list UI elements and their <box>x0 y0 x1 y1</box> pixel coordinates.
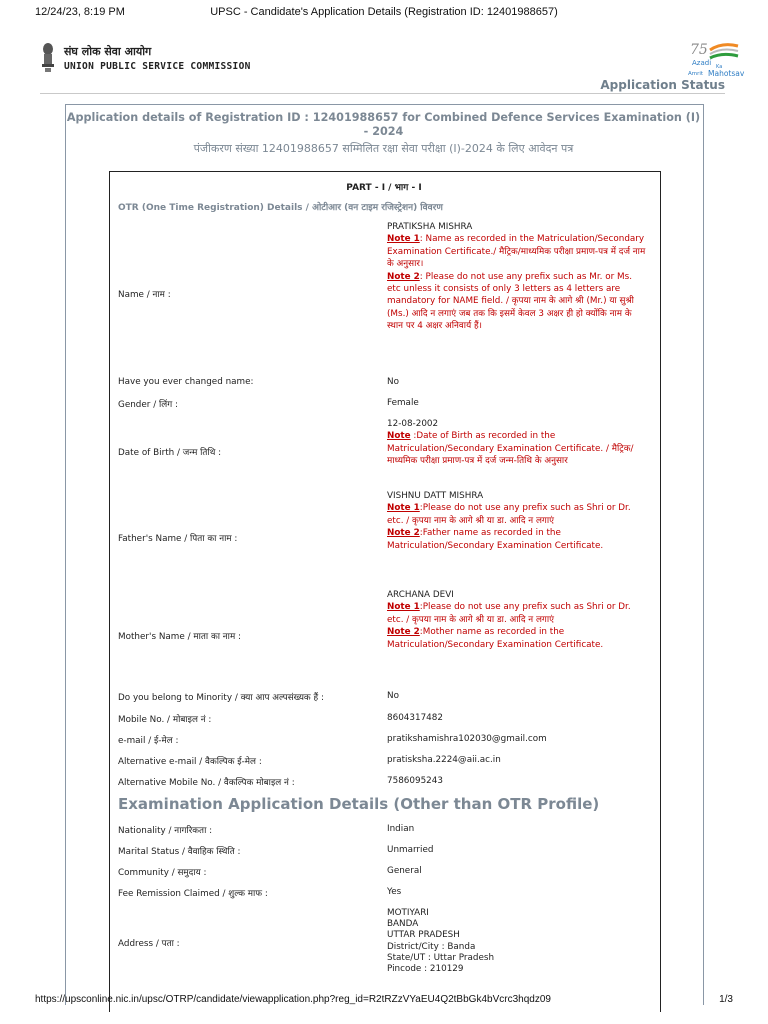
application-heading-english: Application details of Registration ID : 12401988657 for Combined Defence Services Examination (I) - 2024 <box>66 111 701 138</box>
address-line: State/UT : Uttar Pradesh <box>387 952 495 963</box>
address-value <box>387 908 647 975</box>
gender-label: Gender / लिंग : <box>118 400 178 410</box>
father-note2-tag: Note 2 <box>387 528 420 539</box>
father-note2-text: :Father name as recorded in the Matriculation/Secondary Examination Certificate. <box>387 528 604 551</box>
mother-value: ARCHANA DEVI <box>387 590 454 600</box>
application-status-link[interactable]: Application Status <box>600 78 725 92</box>
mother-label: Mother's Name / माता का नाम : <box>118 632 241 642</box>
address-line: BANDA <box>387 919 419 930</box>
nationality-label: Nationality / नागरिकता : <box>118 826 213 836</box>
marital-label: Marital Status / वैवाहिक स्थिति : <box>118 847 241 857</box>
print-footer <box>35 994 733 1008</box>
otr-section-heading: OTR (One Time Registration) Details / ओटीआर (वन टाइम रजिस्ट्रेशन) विवरण <box>118 203 443 213</box>
name-value: PRATIKSHA MISHRA <box>387 222 473 232</box>
changed-name-label: Have you ever changed name: <box>118 377 254 387</box>
alt-email-value: pratisksha.2224@aii.ac.in <box>387 755 501 765</box>
alt-mobile-label: Alternative Mobile No. / वैकल्पिक मोबाइल नं : <box>118 778 295 788</box>
address-line: UTTAR PRADESH <box>387 930 460 941</box>
azadi-ka-amrit-mahotsav-logo <box>682 40 746 78</box>
mother-note1-tag: Note 1 <box>387 602 420 613</box>
print-datetime: 12/24/23, 8:19 PM <box>35 6 125 18</box>
minority-label: Do you belong to Minority / क्या आप अल्पसंख्यक हैं : <box>118 693 324 703</box>
father-label: Father's Name / पिता का नाम : <box>118 534 238 544</box>
print-header <box>35 6 733 20</box>
changed-name-value: No <box>387 377 399 387</box>
nationality-value: Indian <box>387 824 415 834</box>
fee-value: Yes <box>387 887 402 897</box>
gender-value: Female <box>387 398 419 408</box>
state-emblem-icon <box>40 42 56 74</box>
alt-email-label: Alternative e-mail / वैकल्पिक ई-मेल : <box>118 757 262 767</box>
upsc-name-english: UNION PUBLIC SERVICE COMMISSION <box>64 61 251 72</box>
father-value-block <box>387 490 647 552</box>
father-note1-tag: Note 1 <box>387 503 420 514</box>
svg-text:Azadi: Azadi <box>692 59 712 67</box>
name-label: Name / नाम : <box>118 290 171 300</box>
alt-mobile-value: 7586095243 <box>387 776 443 786</box>
print-title: UPSC - Candidate's Application Details (Registration ID: 12401988657) <box>210 6 558 18</box>
mother-note1-text: :Please do not use any prefix such as Shri or Dr. etc. / कृपया नाम के आगे श्री या डा. आदि न लगाएं <box>387 602 631 625</box>
mobile-value: 8604317482 <box>387 713 443 723</box>
svg-text:Ka: Ka <box>716 64 723 70</box>
father-value: VISHNU DATT MISHRA <box>387 491 484 501</box>
dob-note-tag: Note <box>387 431 411 442</box>
application-heading-hindi: पंजीकरण संख्या 12401988657 सम्मिलित रक्षा सेवा परीक्षा (I)-2024 के लिए आवेदन पत्र <box>193 142 574 155</box>
upsc-name-hindi: संघ लोक सेवा आयोग <box>64 45 152 58</box>
part-title: PART - I / भाग - I <box>346 183 422 193</box>
svg-text:Mahotsav: Mahotsav <box>708 69 745 78</box>
mobile-label: Mobile No. / मोबाइल नं : <box>118 715 212 725</box>
mother-note2-tag: Note 2 <box>387 627 420 638</box>
name-note1-tag: Note 1 <box>387 234 420 245</box>
dob-value: 12-08-2002 <box>387 419 439 429</box>
name-note2-tag: Note 2 <box>387 271 420 282</box>
community-value: General <box>387 866 422 876</box>
email-label: e-mail / ई-मेल : <box>118 736 179 746</box>
address-line: Pincode : 210129 <box>387 964 464 975</box>
dob-label: Date of Birth / जन्म तिथि : <box>118 448 222 458</box>
community-label: Community / समुदाय : <box>118 868 207 878</box>
fee-label: Fee Remission Claimed / शुल्क माफ : <box>118 889 268 899</box>
dob-note-text: :Date of Birth as recorded in the Matriculation/Secondary Examination Certificate. / मैट्रिक/माध्यमिक परीक्षा प्रमाण-पत्र में दर्ज जन्म-तिथि के अनुसार <box>387 431 634 467</box>
page-number: 1/3 <box>719 994 733 1005</box>
svg-text:75: 75 <box>690 42 708 58</box>
mother-value-block <box>387 589 647 651</box>
name-value-block <box>387 221 647 333</box>
svg-text:Amrit: Amrit <box>688 71 704 77</box>
marital-value: Unmarried <box>387 845 434 855</box>
name-note1-text: : Name as recorded in the Matriculation/Secondary Examination Certificate./ मैट्रिक/माध्यमिक परीक्षा प्रमाण-पत्र में दर्ज नाम के अनुसार। <box>387 234 646 270</box>
minority-value: No <box>387 691 399 701</box>
page-url: https://upsconline.nic.in/upsc/OTRP/candidate/viewapplication.php?reg_id=R2tRZzVYaEU4Q2tBbGk4bVcrc3hqdz09 <box>35 994 551 1005</box>
name-note2-text: : Please do not use any prefix such as Mr. or Ms. etc unless it consists of only 3 letters as 4 letters are mandatory for NAME field. / कृपया नाम के आगे श्री (Mr.) या सुश्री (Ms.) आदि न लगाएं जब तक कि इसमें केवल 3 अक्षर ही हो क्योंकि नाम के स्थान पर 4 अक्षर अनिवार्य हैं। <box>387 271 634 332</box>
address-line: District/City : Banda <box>387 941 476 952</box>
dob-value-block <box>387 418 647 468</box>
email-value: pratikshamishra102030@gmail.com <box>387 734 547 744</box>
exam-section-heading: Examination Application Details (Other than OTR Profile) <box>118 795 600 813</box>
mother-note2-text: :Mother name as recorded in the Matriculation/Secondary Examination Certificate. <box>387 627 604 650</box>
address-line: MOTIYARI <box>387 908 429 918</box>
header-divider <box>40 93 725 94</box>
father-note1-text: :Please do not use any prefix such as Shri or Dr. etc. / कृपया नाम के आगे श्री या डा. आदि न लगाएं <box>387 503 631 526</box>
upsc-header <box>40 40 745 80</box>
address-label: Address / पता : <box>118 939 180 949</box>
